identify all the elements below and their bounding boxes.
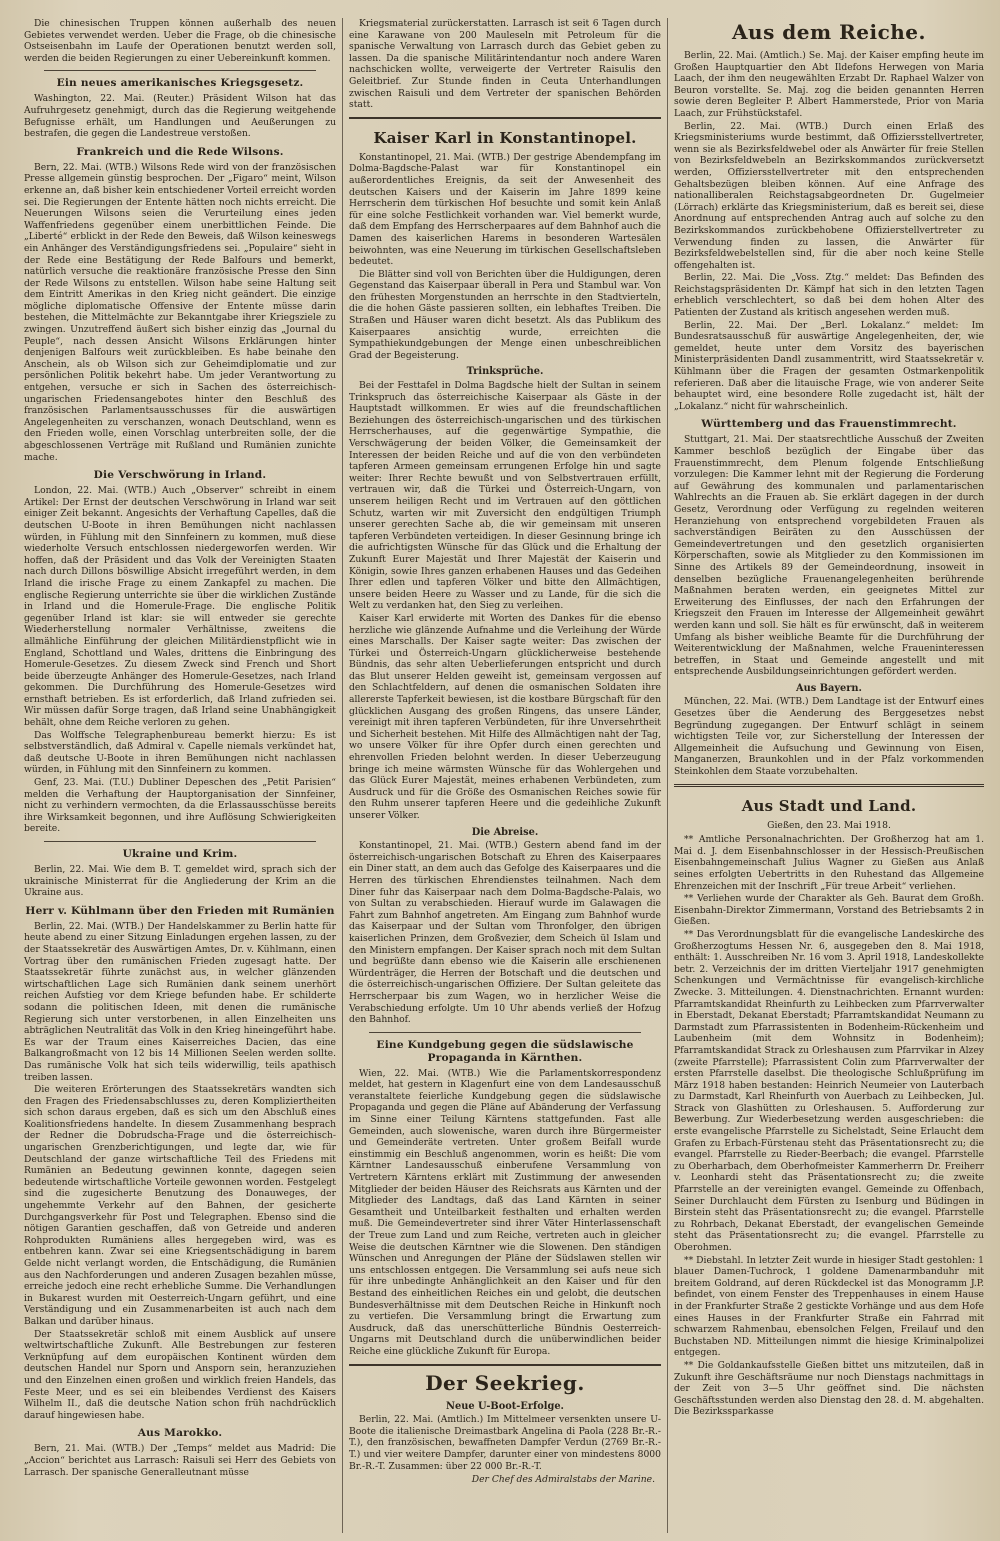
article-body: ** Diebstahl. In letzter Zeit wurde in hiesiger Stadt gestohlen: 1 blauer Damen-Tuchrock, 1 goldene Damenarmbanduhr mit breitem Goldrand, auf deren Rückdeckel ist das Monogramm J.P. befindet, von einem Fenster des Treppenhauses in einem Hause in der Frankfurter Straße 2 gestickte Vorhänge und aus dem Hofe eines Hauses in der Frankfurter Straße ein Fahrrad mit schwarzem Rahmenbau, ebensolchen Felgen, Freilauf und den Buchstaben ND. Mitteilungen nimmt die hiesige Kriminalpolizei entgegen. xyxy=(674,1254,984,1359)
headline-kaiser-karl: Kaiser Karl in Konstantinopel. xyxy=(373,128,637,147)
section-title-reiche: Aus dem Reiche. xyxy=(732,20,926,44)
divider xyxy=(44,70,316,71)
subheadline-bayern: Aus Bayern. xyxy=(796,682,862,694)
article-intro: Kriegsmaterial zurückerstatten. Larrasch ist seit 6 Tagen durch eine Karawane von 200 Mauleseln mit Petroleum für die spanische Verwaltung von Larrasch durch das Gebiet geben zu lassen. Da die spanische Militärintendantur noch andere Waren nachschicken wollte, verweigerte der Vertreter Raisulis den Geleitbrief. Zur Stunde finden in Ceuta Unterhandlungen zwischen Raisuli und dem Vertreter der spanischen Behörden statt. xyxy=(349,18,661,111)
article-body: Washington, 22. Mai. (Reuter.) Präsident Wilson hat das Aufruhrgesetz genehmigt, durch das die Regierung weitgehende Befugnisse erhält, um Handlungen und Aeußerungen zu bestrafen, die gegen die Landestreue verstoßen. xyxy=(24,93,336,140)
article-intro: Die chinesischen Truppen können außerhalb des neuen Gebietes verwendet werden. Ueber die Frage, ob die chinesische Ostseisenbahn im Laufe der Operationen benutzt werden soll, werden die beiden Regierungen zu einer Uebereinkunft kommen. xyxy=(24,18,336,64)
signature-admiralstab: Der Chef des Admiralstabs der Marine. xyxy=(471,1474,655,1486)
article-body: Bei der Festtafel in Dolma Bagdsche hielt der Sultan in seinem Trinkspruch das österreichische Kaiserpaar als Gäste in der Hauptstadt willkommen. Er wies auf die freundschaftlichen Beziehungen des österreichisch-ungarischen und des türkischen Herrscherhauses, auf die gegenwärtige Sympathie, die Verschwägerung der beiden Völker, die Gemeinsamkeit der Interessen der beiden Reiche und auf die von den verbündeten tapferen Armeen gemeinsam errungenen Erfolge hin und sagte weiter: Ihrer Rechte bewußt und von Selbstvertrauen erfüllt, vertrauen wir, daß die Türkei und Österreich-Ungarn, von unserem heiligen Recht und im Vertrauen auf den göttlichen Schutz, warten wir mit Zuversicht den endgültigen Triumph unserer gerechten Sache ab, die wir gemeinsam mit unseren tapferen Verbündeten verteidigen. In dieser Gesinnung bringe ich die aufrichtigsten Wünsche für das Glück und die Erhaltung der Zukunft Eurer Majestät und Ihrer Majestät der Kaiserin und Königin, sowie Ihres ganzen erhabenen Hauses und das Gedeihen Ihrer edlen und tapferen Völker und bitte den Allmächtigen, unsere beiden Heere zu Wasser und zu Lande, für die sich die Welt zu verdanken hat, den Sieg zu verleihen. xyxy=(349,380,661,612)
article-body: ** Das Verordnungsblatt für die evangelische Landeskirche des Großherzogtums Hessen Nr. 6, ausgegeben den 8. Mai 1918, enthält: 1. Ausschreiben Nr. 16 vom 3. April 1918, Landeskollekte betr. 2. Verzeichnis der im dritten Vierteljahr 1917 genehmigten Schenkungen und Vermächtnisse für evangelisch-kirchliche Zwecke. 3. Mitteilungen. 4. Dienstnachrichten. Ernannt wurden: Pfarramtskandidat Rheinfurth zu Leihbecken zum Pfarrverwalter in Eberstadt, Dekanat Eberstadt; Pfarramtskandidat Neumann zu Darmstadt zum Pfarrassistenten in Bodenheim-Rückenheim und Laubenheim (mit dem Wohnsitz in Bodenheim); Pfarramtskandidat Strack zu Orleshausen zum Pfarrvikar in Alzey (zweite Pfarrstelle); Pfarrassistent Colin zum Pfarrverwalter der ersten Pfarrstelle daselbst. Die theologische Schlußprüfung im März 1918 haben bestanden: Heinrich Neumeier von Lauterbach zu Darmstadt, Karl Rheinfurth von Auerbach zu Leihbecken, Jul. Strack von Glashütten zu Orleshausen. 5. Aufforderung zur Bewerbung. Zur Wiederbesetzung werden ausgeschrieben: die erste evangelische Pfarrstelle zu Sichelstadt, Seine Erlaucht dem Grafen zu Erbach-Fürstenau steht das Präsentationsrecht zu; die evangel. Pfarrstelle zu Rieder-Beerbach; die evangel. Pfarrstelle zu Oberharbach, dem Oberhofmeister Kammerherrn Dr. Freiherr v. Leonhardi steht das Präsentationsrecht zu; die zweite Pfarrstelle an der vereinigten evangel. Gemeinde zu Offenbach, Seiner Durchlaucht dem Fürsten zu Isenburg und Büdingen in Birstein steht das Präsentationsrecht zu; die evangel. Pfarrstelle zu Rohrbach, Dekanat Eberstadt, der evangelischen Gemeinde steht das Präsentationsrecht zu; die evangel. Pfarrstelle zu Oberohmen. xyxy=(674,928,984,1253)
article-body: Das Wolffsche Telegraphenbureau bemerkt hierzu: Es ist selbstverständlich, daß Admiral v. Capelle niemals verkündet hat, daß deutsche U-Boote in ihren Bemühungen nicht nachlassen würden, in Fühlung mit den Sinnfeinern zu kommen. xyxy=(24,729,336,776)
subheadline-uboot: Neue U-Boot-Erfolge. xyxy=(446,1400,564,1412)
divider xyxy=(349,1364,661,1366)
column-middle xyxy=(343,18,668,1533)
article-body: Konstantinopel, 21. Mai. (WTB.) Der gestrige Abendempfang im Dolma-Bagdsche-Palast war für Konstantinopel ein außerordentliches Ereignis, da seit der Anwesenheit des deutschen Kaisers und der Kaiserin im Jahre 1899 keine Herrscherin dem türkischen Hof besuchte und somit kein Anlaß für eine solche Festlichkeit vorhanden war. Viel bemerkt wurde, daß dem Empfang des Herrscherpaares auf dem Bahnhof auch die Damen des kaiserlichen Harems in besonderen Wartesälen beiwohnten, was eine Neuerung im türkischen Gesellschaftsleben bedeutet. xyxy=(349,151,661,268)
headline-kaernten: Eine Kundgebung gegen die südslawische Propaganda in Kärnthen. xyxy=(376,1038,634,1064)
article-body: Stuttgart, 21. Mai. Der staatsrechtliche Ausschuß der Zweiten Kammer beschloß bezüglich der Eingabe über das Frauenstimmrecht, dem Plenum folgende Entschließung vorzulegen: Die Kammer lehnt mit der Regierung die Forderung auf Gewährung des kommunalen und parlamentarischen Wahlrechts an die Frauen ab. Sie erklärt dagegen in der durch Gesetz, Verordnung oder Verfügung zu regelnden weiteren Heranziehung von entsprechend vorgebildeten Frauen als sachverständigen Beiräten zu den Ausschüssen der Gemeindevertretungen und den gesetzlich organisierten Körperschaften, sowie als Mitglieder zu den Kommissionen im Sinne des Artikels 89 der Gemeindeordnung, insoweit in denselben bezügliche Frauenangelegenheiten berührende Maßnahmen beraten werden, ein geeignetes Mittel zur Erweiterung des Einflusses, der nach den Erfahrungen der Kriegszeit den Frauen im Interesse der Allgemeinheit gewährt werden kann und soll. Sie hält es für erwünscht, daß in weiterem Umfang als bisher weibliche Beamte für die Durchführung der Weiterentwicklung der Maßnahmen, welche Fraueninteressen betreffen, in Staat und Gemeinde angestellt und mit entsprechende Ausbildungseinrichtungen gefördert werden. xyxy=(674,434,984,678)
article-body: London, 22. Mai. (WTB.) Auch „Observer“ schreibt in einem Artikel: Der Ernst der deutschen Verschwörung in Irland war seit einiger Zeit bekannt. Angesichts der Verhaftung Capelles, daß die deutschen U-Boote in ihren Bemühungen nicht nachlassen würden, in Fühlung mit den Sinnfeinern zu kommen, muß diese wiederholte Versuch entschlossen niedergeworfen werden. Wir hoffen, daß der Präsident und das Volk der Vereinigten Staaten nach durch Dillons böswillige Absicht irregeführt werden, in dem Irland die irische Frage zu einem Zankapfel zu machen. Die englische Regierung unterrichte sie über die wirklichen Zustände in Irland und die Homerule-Frage. Die englische Politik gegenüber Irland ist klar: sie will entweder sie gerechte Wiederherstellung normaler Verhältnisse, zweitens die allmähliche Einführung der gleichen Militärdienstpflicht wie in England, Schottland und Wales, drittens die Einbringung des Homerule-Gesetzes. Zu diesem Zweck sind French und Short beide überzeugte Anhänger des Homerule-Gesetzes, nach Irland gekommen. Die Durchführung des Homerule-Gesetzes wird ernsthaft betrieben. Es ist erforderlich, daß Irland zufrieden sei. Wir müssen dafür Sorge tragen, daß Irland seine Unabhängigkeit behält, ohne dem Reiche verloren zu gehen. xyxy=(24,485,336,729)
article-body: ** Verliehen wurde der Charakter als Geh. Baurat dem Großh. Eisenbahn-Direktor Zimmermann, Vorstand des Betriebsamts 2 in Gießen. xyxy=(674,893,984,928)
headline-wilson: Frankreich und die Rede Wilsons. xyxy=(76,145,284,158)
article-body: Wien, 22. Mai. (WTB.) Wie die Parlamentskorrespondenz meldet, hat gestern in Klagenfurt eine von dem Landesausschuß veranstaltete feierliche Kundgebung gegen die südslawische Propaganda und gegen die Pläne auf Abänderung der Verfassung im Sinne einer Teilung Kärntens stattgefunden. Fast alle Gemeinden, auch slowenische, waren durch ihre Bürgermeister und Gemeinderäte vertreten. Unter großem Beifall wurde einstimmig ein Beschluß angenommen, worin es heißt: Die vom Kärntner Landesausschuß einberufene Versammlung von Vertretern Kärntens erklärt mit Zustimmung der anwesenden Mitglieder der beiden Häuser des Reichsrats aus Kärnten und der Mitglieder des Landtags, daß das Land Kärnten in seiner Gesamtheit und Unteilbarkeit festhalten und erhalten werden muß. Die Gemeindevertreter sind ihrer Väter Hinterlassenschaft der Treue zum Land und zum Reiche, vertreten auch in gleicher Weise die deutschen Kärntner wie die Slowenen. Den ständigen Wünschen und Anregungen der Pläne der Südslawen stellen wir uns entschlossen entgegen. Die Versammlung sei aufs neue sich für ihre unbedingte Anhänglichkeit an den Kaiser und für den Bestand des einheitlichen Reiches ein und gelobt, die deutschen Bundesverhältnisse mit dem Deutschen Reiche in Hinkunft noch zu vertiefen. Die Versammlung bringt die Erwartung zum Ausdruck, daß das unerschütterliche Bündnis Oesterreich-Ungarns mit Deutschland durch die unüberwindlichen beider Reiche eine glückliche Zukunft für Europa. xyxy=(349,1067,661,1357)
column-right xyxy=(668,18,990,1533)
subheadline-abreise: Die Abreise. xyxy=(471,826,539,838)
headline-irland: Die Verschwörung in Irland. xyxy=(93,469,267,482)
article-body: Berlin, 22. Mai. Der „Berl. Lokalanz.“ meldet: Im Bundesratsausschuß für auswärtige Angelegenheiten, der, wie gemeldet, heute unter dem Vorsitz des bayerischen Ministerpräsidenten Dandl zusammentritt, wird Staatssekretär v. Kühlmann über die Fragen der gesamten Ostmarkenpolitik referieren. Daß aber die litauische Frage, wie von anderer Seite behauptet wird, eine besondere Rolle zugedacht ist, hält der „Lokalanz.“ nicht für wahrscheinlich. xyxy=(674,319,984,412)
article-body: Berlin, 22. Mai. (WTB.) Durch einen Erlaß des Kriegsministeriums wurde bestimmt, daß Offiziersstellvertreter, wenn sie als Bezirksfeldwebel oder als Anwärter für freie Stellen von Bezirksfeldwebeln an Bezirkskommandos zurückversetzt werden, Offiziersstellvertreter mit den entsprechenden Gehaltsbezügen bleiben können. Auf eine Anfrage des nationalliberalen Reichstagsabgeordneten Dr. Gugelmeier (Lörrach) erklärte das Kriegsministerium, daß es bereit sei, diese Anordnung auf entsprechenden Antrag auch auf solche zu den Bezirkskommandos zurückbehobene Offizierstellvertreter zu Verwendung finden zu lassen, die Anwärter für Bezirksfeldwebelstellen sind, für die aber noch keine Stelle offengehalten ist. xyxy=(674,120,984,271)
subheadline-trinksprueche: Trinksprüche. xyxy=(466,366,544,378)
article-body: Der Staatssekretär schloß mit einem Ausblick auf unsere weltwirtschaftliche Zukunft. Alle Bestrebungen zur festeren Verknüpfung auf dem europäischen Kontinent würden dem deutschen Handel nur Sporn und Ansporn sein, heranzuziehen und den Einzelnen einen großen und wirklich freien Handels, das Feste Meer, und es sei ein bleibendes Verdienst des Kaisers Wilhelm II., daß die deutsche Nation schon früh nachdrücklich darauf hingewiesen habe. xyxy=(24,1328,336,1421)
article-body: Berlin, 22. Mai. (Amtlich.) Im Mittelmeer versenkten unsere U-Boote die italienische Dreimastbark Angelina di Paola (228 Br.-R.-T.), den französischen, bewaffneten Dampfer Verdun (2769 Br.-R.-T.) und vier weitere Dampfer, darunter einer von mindestens 8000 Br.-R.-T. Zusammen: über 22 000 Br.-R.-T. xyxy=(349,1414,661,1472)
divider xyxy=(369,1032,641,1033)
divider xyxy=(349,117,661,119)
article-body: Berlin, 22. Mai. Die „Voss. Ztg.“ meldet: Das Befinden des Reichstagspräsidenten Dr. Kämpf hat sich in den letzten Tagen erheblich verschlechtert, so daß bei dem hohen Alter des Patienten der Zustand als kritisch angesehen werden muß. xyxy=(674,272,984,319)
dateline: Gießen, den 23. Mai 1918. xyxy=(767,819,891,831)
article-body: München, 22. Mai. (WTB.) Dem Landtage ist der Entwurf eines Gesetzes über die Aenderung des Berggesetzes nebst Begründung zugegangen. Der Entwurf schlägt in seinem wichtigsten Teile vor, zur Sicherstellung der Interessen der Allgemeinheit die Aufsuchung und Gewinnung von Eisen, Manganerzen, Braunkohlen und in der Pfalz vorkommenden Steinkohlen dem Staate vorzubehalten. xyxy=(674,696,984,778)
article-body: Berlin, 22. Mai. Wie dem B. T. gemeldet wird, sprach sich der ukrainische Ministerrat für die Angliederung der Krim an die Ukraine aus. xyxy=(24,864,336,899)
article-body: Konstantinopel, 21. Mai. (WTB.) Gestern abend fand im der österreichisch-ungarischen Botschaft zu Ehren des Kaiserpaares ein Diner statt, an dem auch das Gefolge des Kaiserpaares und die Herren des türkischen Ehrendienstes teilnahmen. Nach dem Diner fuhr das Kaiserpaar nach dem Dolma-Bagdsche-Palais, wo von Sultan zu verabschieden. Hierauf wurde im Galawagen die Fahrt zum Bahnhof angetreten. Am Eingang zum Bahnhof wurde das Kaiserpaar und der Sultan vom Thronfolger, den übrigen kaiserlichen Prinzen, dem Großvezier, dem Scheich ül Islam und den Ministern empfangen. Der Kaiser sprach noch mit dem Sultan und begrüßte dann ebenso wie die Kaiserin alle erschienenen Würdenträger, die Herren der Botschaft und die deutschen und die österreichisch-ungarischen Offiziere. Der Sultan geleitete das Herrscherpaar bis zum Wagen, wo in herzlicher Weise die Verabschiedung erfolgte. Um 10 Uhr abends verließ der Hofzug den Bahnhof. xyxy=(349,840,661,1026)
article-body: Berlin, 22. Mai. (WTB.) Der Handelskammer zu Berlin hatte für heute abend zu einer Sitzung Einladungen ergehen lassen, zu der der Staatssekretär des Auswärtigen Amtes, Dr. v. Kühlmann, einen Vortrag über den rumänischen Frieden zugesagt hatte. Der Staatssekretär führte zunächst aus, in welcher glänzenden wirtschaftlichen Lage sich Rumänien dank seinem unerhört reichen Aufstieg vor dem Kriege befunden habe. Er schilderte sodann die politischen Ideen, mit denen die rumänische Regierung sich unter verstorbenen, in allen Einzelheiten uns abträglichen Neutralität das Volk in den Krieg hineingeführt habe. Es war der Traum eines Kaiserreiches Dacien, das eine Balkangroßmacht von 12 bis 14 Millionen Seelen werden sollte. Das rumänische Volk hat sich teils widerwillig, teils apathisch treiben lassen. xyxy=(24,920,336,1083)
divider xyxy=(44,841,316,842)
article-body: ** Die Goldankaufsstelle Gießen bittet uns mitzuteilen, daß in Zukunft ihre Geschäftsräume nur noch Dienstags nachmittags in der Zeit von 3—5 Uhr geöffnet sind. Die nächsten Geschäftsstunden werden also Dienstag den 28. d. M. abgehalten. Die Bezirkssparkasse xyxy=(674,1359,984,1418)
article-body: Kaiser Karl erwiderte mit Worten des Dankes für die ebenso herzliche wie glänzende Aufnahme und die Verleihung der Würde eines Marschalls. Der Kaiser sagte weiter: Das zwischen der Türkei und Österreich-Ungarn glücklicherweise bestehende Bündnis, das sehr alten Ueberlieferungen entspricht und durch das Blut unserer Helden geweiht ist, gemeinsam vergossen auf den Schlachtfeldern, auf denen die osmanischen Soldaten ihre allererste Tapferkeit bewiesen, ist die kostbare Bürgschaft für den glücklichen Ausgang des großen Ringens, das unsere Länder, vereinigt mit ihren tapferen Verbündeten, für ihre Unversehrtheit und Sicherheit bestehen. Mit Hilfe des Allmächtigen naht der Tag, wo unsere Völker für ihre Opfer durch einen gerechten und ehrenvollen Frieden belohnt werden. In dieser Ueberzeugung bringe ich meine wärmsten Wünsche für das Wohlergehen und das Glück Eurer Majestät, meines erhabenen Verbündeten, zum Ausdruck und für die Größe des Osmanischen Reiches sowie für den Ruhm unserer tapferen Heere und die gedeihliche Zukunft unserer Völker. xyxy=(349,612,661,821)
headline-ukraine: Ukraine und Krim. xyxy=(122,848,238,860)
article-body: Die weiteren Erörterungen des Staatssekretärs wandten sich den Fragen des Friedensabschlusses zu, deren Kompliziertheiten sich schon daraus ergeben, daß es sich um den Abschluß eines Koalitionsfriedens handelte. In diesem Zusammenhang besprach der Redner die Dobrudscha-Frage und die österreichisch-ungarischen Grenzberichtigungen, und legte dar, wie für Deutschland der ganze wirtschaftliche Teil des Friedens mit Rumänien an Bedeutung gewinnen konnte, dagegen seien bedeutende wirtschaftliche Vorteile gewonnen worden. Festgelegt sind die zugesicherte Benutzung des Donauweges, der ungehemmte Verkehr auf den Bahnen, der gesicherte Durchgangsverkehr für Post und Telegraphen. Ebenso sind die nötigen Garantien geschaffen, daß von Getreide und anderen Rohprodukten Rumäniens alles hergegeben wird, was es entbehren kann. Zwar sei eine Kriegsentschädigung in barem Gelde nicht verlangt worden, die Entschädigung, die Rumänien aus den Nachforderungen und anderen Zusagen bezahlen müsse, erreiche jedoch eine recht erhebliche Summe. Die Verhandlungen in Bukarest wurden mit Oesterreich-Ungarn geführt, und eine Verständigung und ein Zusammenarbeiten ist auch nach dem Balkan und darüber hinaus. xyxy=(24,1084,336,1327)
section-title-seekrieg: Der Seekrieg. xyxy=(425,1370,585,1395)
article-body: ** Amtliche Personalnachrichten. Der Großherzog hat am 1. Mai d. J. dem Eisenbahnschlosser in der Hessisch-Preußischen Eisenbahngemeinschaft Julius Wagner zu Gießen aus Anlaß seines erfolgten Uebertritts in den Ruhestand das Allgemeine Ehrenzeichen mit der Inschrift „Für treue Arbeit“ verliehen. xyxy=(674,834,984,892)
article-body: Die Blätter sind voll von Berichten über die Huldigungen, deren Gegenstand das Kaiserpaar überall in Pera und Stambul war. Von den frühesten Morgenstunden an herrschte in den Stadtvierteln, die die hohen Gäste passieren sollten, ein lebhaftes Treiben. Die Straßen und Häuser waren dicht besetzt. Als das Publikum des Kaiserpaares ansichtig wurde, erreichten die Sympathiekundgebungen der Menge einen unbeschreiblichen Grad der Begeisterung. xyxy=(349,268,661,361)
article-body: Berlin, 22. Mai. (Amtlich.) Se. Maj. der Kaiser empfing heute im Großen Hauptquartier den Abt Ildefons Herwegen von Maria Laach, der ihm den neugewählten Erzabt Dr. Raphael Walzer von Beuron vorstellte. Se. Maj. zog die beiden genannten Herren sowie deren Begleiter P. Albert Hammerstede, Prior von Maria Laach, zur Frühstückstafel. xyxy=(674,50,984,119)
column-left xyxy=(18,18,343,1533)
headline-kriegsgesetz: Ein neues amerikanisches Kriegsgesetz. xyxy=(56,77,304,90)
headline-kuehlmann: Herr v. Kühlmann über den Frieden mit Rumänien xyxy=(25,904,335,917)
article-body: Bern, 21. Mai. (WTB.) Der „Temps“ meldet aus Madrid: Die „Accion“ berichtet aus Larrasch: Raisuli sei Herr des Gebiets von Larrasch. Der spanische Generalleutnant müsse xyxy=(24,1443,336,1478)
headline-marokko: Aus Marokko. xyxy=(137,1427,223,1440)
article-body: Bern, 22. Mai. (WTB.) Wilsons Rede wird von der französischen Presse allgemein günstig besprochen. Der „Figaro“ meint, Wilson erkenne an, daß bisher kein entschiedener Vorteil erreicht worden sei. Die Regierungen der Entente hätten noch nichts erreicht. Die Neuerungen Wilsons seien die Verurteilung eines jeden Waffenfriedens gegenüber einem unerbittlichen Feinde. Die „Liberté“ erblickt in der Rede den Beweis, daß Wilson keineswegs ein Anhänger des Verständigungsfriedens sei. „Populaire“ sieht in der Rede eine Bestätigung der Rede Balfours und bemerkt, natürlich versuche die reaktionäre französische Presse den Sinn der Rede Wilsons zu entstellen. Wilson habe seine Haltung seit dem Eintritt Amerikas in den Krieg nicht geändert. Die einzige mögliche diplomatische Offensive der Entente müsse darin bestehen, die Mittelmächte zur Bekanntgabe ihrer Kriegsziele zu zwingen. Unzutreffend äußert sich bisher einzig das „Journal du Peuple“, nach dessen Ansicht Wilsons Erklärungen hinter denjenigen Balfours weit zurückbleiben. Es habe beinahe den Anschein, als ob Wilson sich zur Geheimdiplomatie und zur persönlichen Politik bekehrt habe. Um jeder Verantwortung zu entgehen, versuche er sich in Sachen des österreichisch-ungarischen Friedensangebotes hinter den Beschluß des französischen Parlamentsausschusses für die auswärtigen Angelegenheiten zu verschanzen, wonach Deutschland, wenn es den Frieden wolle, einen Vorschlag unterbreiten solle, der die abgeschlossenen Verträge mit Rußland und Rumänien zunichte mache. xyxy=(24,161,336,463)
divider xyxy=(674,784,984,787)
section-title-stadt-land: Aus Stadt und Land. xyxy=(741,796,917,815)
article-body: Genf, 23. Mai. (T.U.) Dubliner Depeschen des „Petit Parisien“ melden die Verhaftung der Hauptorganisation der Sinnfeiner, nicht zu verhindern vermochten, da die Erlassausschüsse bereits ihre Wirksamkeit begonnen, und ihre Auflösung Schwierigkeiten bereite. xyxy=(24,777,336,835)
headline-wuerttemberg: Württemberg und das Frauenstimmrecht. xyxy=(701,418,957,431)
